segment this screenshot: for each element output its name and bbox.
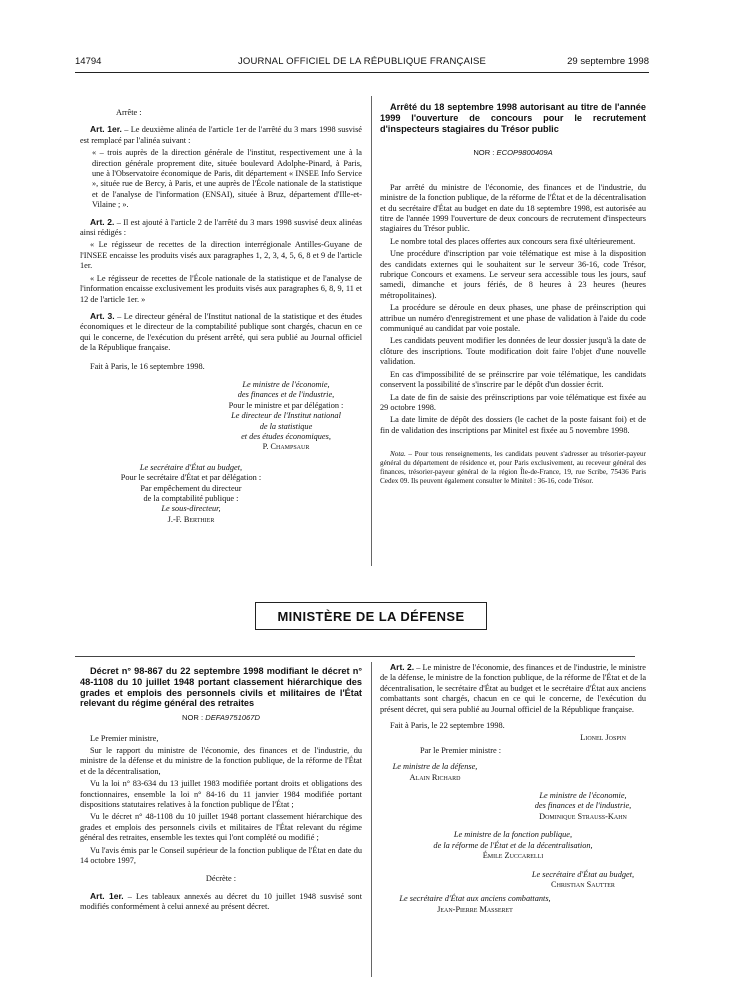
- visa: Vu l'avis émis par le Conseil supérieur de la fonction publique de l'État en date du 14 octobre 1997,: [80, 845, 362, 866]
- decret-title: Décret n° 98-867 du 22 septembre 1998 modifiant le décret n° 48-1108 du 10 juillet 1948 portant classement hiérarchique des grades et emplois des personnels civils et militaires de l'État relevant du régime général des retraites: [80, 666, 362, 709]
- nota: Nota. – Pour tous renseignements, les candidats peuvent s'adresser au trésorier-payeur général du département de résidence et, pour Paris exclusivement, au receveur général des finances, trésorier-payeur général de la région Île-de-France, 19, rue Scribe, 75436 Paris Cedex 09. Ils peuvent également consulter le Minitel : 36-16, code Trésor.: [380, 450, 646, 486]
- signatory-name: P. Champsaur: [262, 442, 310, 452]
- signature-anciens-combattants: Le secrétaire d'État aux anciens combattants, Jean-Pierre Masseret: [399, 894, 551, 914]
- column-divider: [371, 96, 372, 566]
- nor-reference: NOR : DEFA9751067D: [182, 713, 260, 723]
- ministry-heading: MINISTÈRE DE LA DÉFENSE: [277, 609, 465, 624]
- left-bottom-column: [80, 666, 362, 915]
- right-top-column: [380, 102, 646, 488]
- paragraph: La date de fin de saisie des préinscriptions par voie télématique est fixée au 29 octobre 1998.: [380, 392, 646, 412]
- paragraph: Les candidats peuvent modifier les données de leur dossier jusqu'à la date de clôture des inscriptions. Toute modification doit faire l'objet d'une nouvelle validation.: [380, 336, 646, 367]
- signature-block-2: Le secrétaire d'État au budget, Pour le secrétaire d'État et par délégation : Par empêchement du directeur de la comptabilité publique : Le sous-directeur, J.-F. Berthier: [80, 463, 362, 525]
- column-divider: [371, 662, 372, 977]
- right-bottom-column: Art. 2. – Le ministre de l'économie, des finances et de l'industrie, le ministre de la défense, le ministre de la fonction publique, de la réforme de l'État et de la décentralisation, le secrétaire d'État au budget et le secrétaire d'État aux anciens combattants sont chargés, chacun en ce qui le concerne, de l'exécution du présent décret, qui sera publié au Journal officiel de la République française. Fait à Paris, le 22 septembre 1998. Lionel Jospin Par le Premier ministre : Le ministre de la défense, Alain Richard Le ministre de l'économie, des finances et de l'industrie, Dominique Strauss-Kahn Le ministre de la fonction publique, de la réforme de l'État et de la décentralisation, Émile Zuccarelli Le secrétaire d'État au budget, Christian Sautter Le secrétaire d'État aux anciens combattants, Jean-Pierre Masseret: [380, 662, 646, 914]
- visa: Vu le décret n° 48-1108 du 10 juillet 1948 portant classement hiérarchique des grades et emplois des personnels civils et militaires de l'État relevant du régime général des retraites, ensemble les textes qui l'ont complété ou modifié ;: [80, 812, 362, 843]
- article-2: Art. 2. – Le ministre de l'économie, des finances et de l'industrie, le ministre de la défense, le ministre de la fonction publique, de la réforme de l'État et de la décentralisation, le secrétaire d'État au budget et le secrétaire d'État aux anciens combattants sont chargés, chacun en ce qui le concerne, de l'exécution du présent décret, qui sera publié au Journal officiel de la République française.: [380, 662, 646, 714]
- signatory-name: Lionel Jospin: [580, 733, 626, 743]
- signatory-name: J.-F. Berthier: [167, 514, 215, 524]
- signature-block-1: Le ministre de l'économie, des finances et de l'industrie, Pour le ministre et par délégation : Le directeur de l'Institut national de la statistique et des études économiques, P. Champsaur: [80, 380, 362, 453]
- ministry-heading-box: [255, 602, 487, 630]
- nor-reference: NOR : ECOP9800409A: [473, 148, 553, 158]
- paragraph: La procédure se déroule en deux phases, une phase de préinscription qui attribue un numéro d'enregistrement et une phase de validation à l'aide du code communiqué au candidat par voie postale.: [380, 303, 646, 334]
- paragraph: La date limite de dépôt des dossiers (le cachet de la poste faisant foi) et de fin de validation des inscriptions par Minitel est fixée au 5 novembre 1998.: [380, 415, 646, 435]
- article-2: Art. 2. – Il est ajouté à l'article 2 de l'arrêté du 3 mars 1998 susvisé deux alinéas ainsi rédigés :: [80, 216, 362, 238]
- page-number: 14794: [75, 56, 102, 67]
- article-2-quote-1: « Le régisseur de recettes de la direction interrégionale Antilles-Guyane de l'INSEE encaisse les produits visés aux paragraphes 1, 2, 3, 4, 5, 6, 8 et 9 de l'article 1er.: [80, 240, 362, 271]
- article-3: Art. 3. – Le directeur général de l'Institut national de la statistique et des études économiques et le directeur de la comptabilité publique sont chargés, chacun en ce qui le concerne, de l'exécution du présent arrêté, qui sera publié au Journal officiel de la République française.: [80, 310, 362, 353]
- article-1: Art. 1er. – Le deuxième alinéa de l'article 1er de l'arrêté du 3 mars 1998 susvisé est remplacé par l'alinéa suivant :: [80, 124, 362, 145]
- premier-ministre: Le Premier ministre,: [90, 733, 159, 743]
- section-rule: [75, 656, 635, 657]
- arrete-title: Arrêté du 18 septembre 1998 autorisant au titre de l'année 1999 l'ouverture de concours pour le recrutement d'inspecteurs stagiaires du Trésor public: [380, 102, 646, 134]
- header-rule: [75, 72, 649, 73]
- signature-economie: Le ministre de l'économie, des finances et de l'industrie, Dominique Strauss-Kahn: [534, 791, 632, 821]
- decrete: Décrète :: [205, 874, 237, 884]
- fait-a-paris: Fait à Paris, le 16 septembre 1998.: [90, 361, 205, 371]
- visa: Sur le rapport du ministre de l'économie, des finances et de l'industrie, du ministre de la défense et du ministre de la fonction publique, de la réforme de l'État et de la décentralisation,: [80, 746, 362, 776]
- fait-a-paris: Fait à Paris, le 22 septembre 1998.: [390, 721, 505, 731]
- left-top-column: [80, 108, 362, 525]
- arrete-heading: Arrête :: [116, 108, 142, 117]
- visa: Vu la loi n° 83-634 du 13 juillet 1983 modifiée portant droits et obligations des fonctionnaires, ensemble la loi n° 84-16 du 11 janvier 1984 modifiée portant dispositions statutaires relatives à la fonction publique de l'État ;: [80, 779, 362, 810]
- paragraph: Une procédure d'inscription par voie télématique est mise à la disposition des candidats externes qui le souhaitent sur le serveur 36-16, code Trésor, rubrique Concours et examens. Le serveur sera accessible tous les jours, sauf samedi, dimanche et jours fériés, de 8 heures à 23 heures (heures métropolitaines).: [380, 249, 646, 300]
- article-1: Art. 1er. – Les tableaux annexés au décret du 10 juillet 1948 susvisé sont modifiés conformément à celui annexé au présent décret.: [80, 890, 362, 912]
- page-header: [75, 56, 649, 70]
- paragraph: Le nombre total des places offertes aux concours sera fixé ultérieurement.: [390, 236, 636, 246]
- signature-budget: Le secrétaire d'État au budget, Christian Sautter: [531, 869, 635, 889]
- article-2-quote-2: « Le régisseur de recettes de l'École nationale de la statistique et de l'analyse de l'information encaisse exclusivement les produits visés aux paragraphes 6, 8, 9, 11 et 12 de l'article 1er. »: [80, 273, 362, 304]
- paragraph: Par arrêté du ministre de l'économie, des finances et de l'industrie, du ministre de la fonction publique, de la réforme de l'État et de la décentralisation et du secrétaire d'État au budget en date du 18 septembre 1998, est autorisée au titre de l'année 1999 l'ouverture de deux concours de recrutement d'inspecteurs stagiaires du Trésor public.: [380, 182, 646, 234]
- signature-fonction-publique: Le ministre de la fonction publique, de la réforme de l'État et de la décentralisation, Émile Zuccarelli: [433, 830, 593, 861]
- paragraph: En cas d'impossibilité de se préinscrire par voie télématique, les candidats conservent la possibilité de s'inscrire par le dépôt d'un dossier écrit.: [380, 369, 646, 390]
- article-1-quote: « – trois auprès de la direction générale de l'institut, respectivement une à la direction générale proprement dite, située boulevard Adolphe-Pinard, à Paris, une à l'Observatoire économique de Paris, dit département « INSEE Info Service », située rue de Bercy, à Paris, et une auprès de l'École nationale de la statistique et de l'analyse de l'information (ENSAI), située à Bruz, département d'Ille-et-Vilaine ; ».: [92, 148, 362, 210]
- signature-defense: Le ministre de la défense, Alain Richard: [392, 762, 478, 782]
- journal-title: JOURNAL OFFICIEL DE LA RÉPUBLIQUE FRANÇAISE: [237, 56, 487, 67]
- issue-date: 29 septembre 1998: [567, 56, 649, 67]
